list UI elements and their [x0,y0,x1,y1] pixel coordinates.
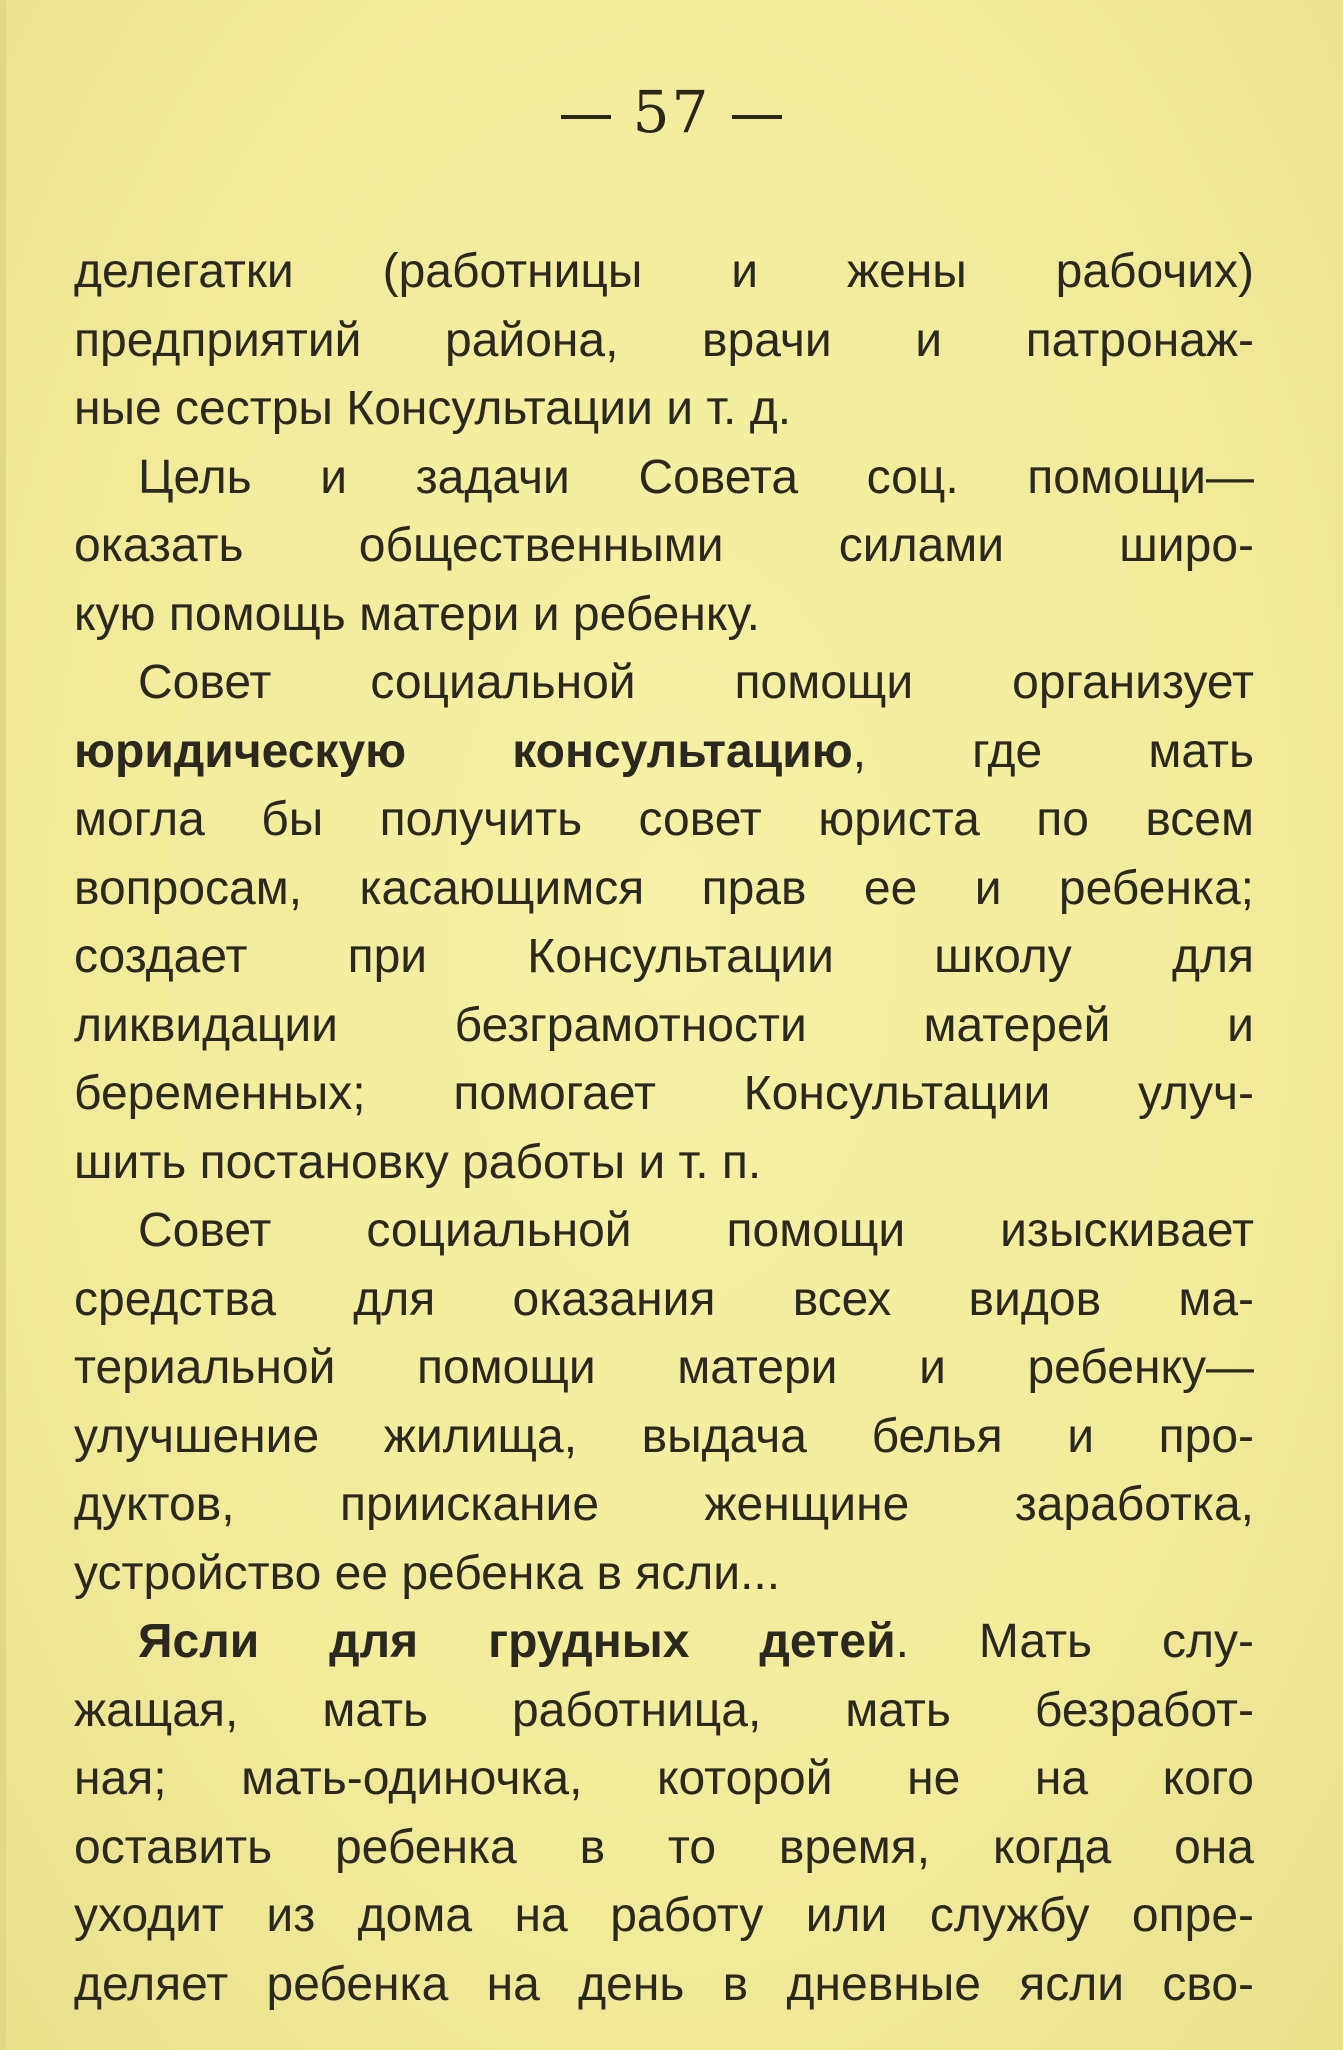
text-line [74,1608,1254,1677]
page-number-header [0,78,1343,146]
text-line: Совет социальной помощи изыскивает [138,1204,1254,1257]
text-line: создает при Консультации школу для [74,930,1254,983]
text-line: оказать общественными силами широ- [74,519,1254,572]
text-line: ные сестры Консультации и т. д. [74,382,792,435]
text-line: устройство ее ребенка в ясли... [74,1546,781,1600]
text-line: средства для оказания всех видов ма- [74,1272,1254,1326]
dash-right [732,115,782,119]
body-text [74,238,1254,2019]
text-line: делегатки (работницы и жены рабочих) [74,245,1254,298]
text-line: деляет ребенка на день в дневные ясли сво- [74,1957,1254,2011]
dash-left [561,115,611,119]
text-line: ликвидации безграмотности матерей и [74,998,1254,1052]
text-line: беременных; помогает Консультации улуч- [74,1067,1254,1120]
bold-term: Ясли для грудных детей [138,1615,896,1668]
paragraph [74,1608,1254,2019]
text-line: вопросам, касающимся прав ее и ребенка; [74,861,1254,915]
page-edge [0,0,6,2050]
text-line: Цель и задачи Совета соц. помощи— [138,450,1254,504]
text-line: Совет социальной помощи организует [138,656,1254,709]
text-line [74,718,1254,787]
text-run: . Мать слу- [895,1615,1255,1668]
text-line: оставить ребенка в то время, когда она [74,1820,1254,1874]
paragraph [74,649,1254,1197]
text-line: дуктов, приискание женщине заработка, [74,1478,1254,1531]
page-number: 57 [632,78,711,146]
text-run: , где мать [852,724,1254,778]
text-line: улучшение жилища, выдача белья и про- [74,1409,1254,1463]
text-line: териальной помощи матери и ребенку— [74,1341,1254,1394]
text-line: шить постановку работы и т. п. [74,1135,762,1189]
text-line: предприятий района, врачи и патронаж- [74,313,1254,367]
text-line: уходит из дома на работу или службу опре- [74,1889,1254,1942]
text-line: жащая, мать работница, мать безработ- [74,1683,1254,1737]
text-line: могла бы получить совет юриста по всем [74,793,1254,846]
paragraph [74,238,1254,444]
text-line: ная; мать-одиночка, которой не на кого [74,1752,1254,1805]
bold-term: юридическую консультацию [74,724,853,778]
paragraph [74,444,1254,650]
text-line: кую помощь матери и ребенку. [74,587,760,641]
paragraph [74,1197,1254,1608]
